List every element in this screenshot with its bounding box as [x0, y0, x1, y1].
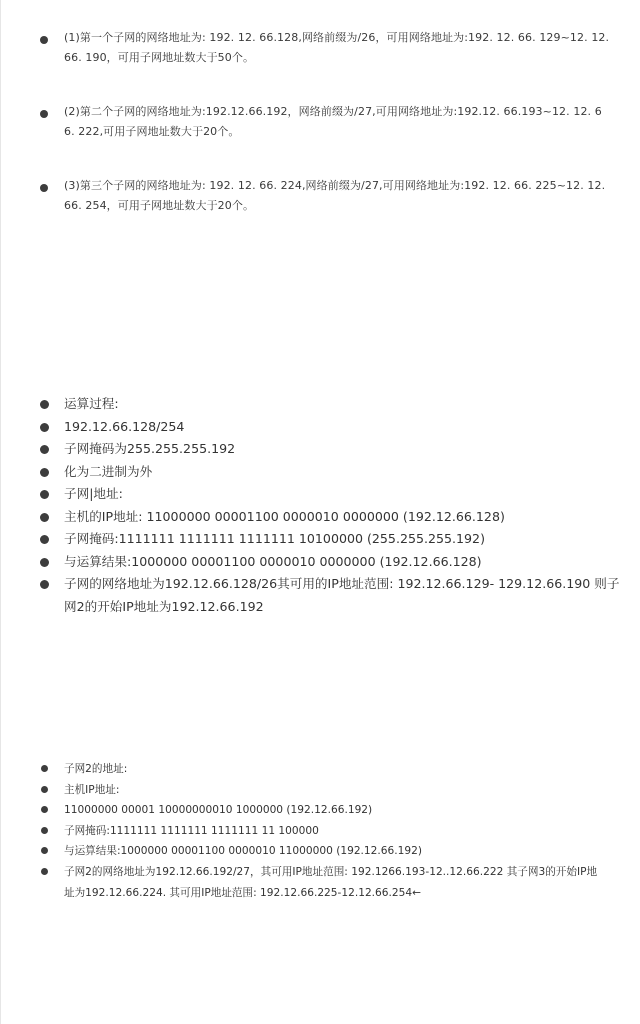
list-item	[0, 528, 640, 551]
bullet-dot	[40, 558, 49, 567]
bullet-dot	[40, 535, 49, 544]
list-item	[0, 841, 640, 862]
list-item-text: 子网掩码为255.255.255.192	[64, 441, 236, 456]
bullet-dot	[40, 36, 48, 44]
list-item-text: 主机IP地址:	[64, 783, 120, 796]
bullet-dot	[41, 765, 48, 772]
list-item-text: (1)第一个子网的网络地址为: 192. 12. 66.128,网络前缀为/26，可用网络地址为:192. 12. 66. 129~12. 12. 66. 190，可用子网地址数大于50个。	[64, 31, 610, 64]
bullet-dot	[40, 490, 49, 499]
list-item	[0, 393, 640, 416]
bullet-dot	[40, 400, 49, 409]
subnet-summary-list	[0, 28, 640, 246]
list-item-text: 主机的IP地址: 11000000 00001100 0000010 0000000 (192.12.66.128)	[64, 508, 505, 524]
bullet-dot	[41, 806, 48, 813]
list-item-text: 与运算结果:1000000 00001100 0000010 11000000 (192.12.66.192)	[64, 845, 422, 858]
list-item	[0, 438, 640, 461]
list-item	[0, 28, 640, 68]
list-item	[0, 800, 640, 821]
list-item	[0, 506, 640, 529]
list-item-text: 子网2的网络地址为192.12.66.192/27，其可用IP地址范围: 192.1266.193-12..12.66.222 其子网3的开始IP地址为192.12.66.224. 其可用IP地址范围: 192.12.66.225-12.12.66.254←	[64, 865, 598, 899]
list-item-text: 化为二进制为外	[64, 463, 153, 479]
bullet-dot	[41, 786, 48, 793]
bullet-dot	[41, 847, 48, 854]
bullet-dot	[40, 445, 49, 454]
list-item-text: 与运算结果:1000000 00001100 0000010 0000000 (192.12.66.128)	[64, 553, 482, 569]
subnet2-address-list	[0, 759, 640, 903]
list-item	[0, 416, 640, 439]
list-item	[0, 461, 640, 484]
bullet-dot	[40, 423, 49, 432]
bullet-dot	[40, 580, 49, 589]
list-item-text: 子网2的地址:	[64, 763, 128, 775]
bullet-dot	[40, 513, 49, 522]
list-item	[0, 759, 640, 780]
bullet-dot	[40, 184, 48, 192]
calculation-process-list	[0, 393, 640, 618]
list-item-text: 子网|地址:	[64, 486, 123, 501]
list-item	[0, 573, 640, 618]
list-item-text: (3)第三个子网的网络地址为: 192. 12. 66. 224,网络前缀为/27,可用网络地址为:192. 12. 66. 225~12. 12. 66. 254，可用子网地址数大于20个。	[64, 179, 606, 212]
bullet-dot	[41, 868, 48, 875]
list-item-text: 子网掩码:1111111 1111111 1111111 10100000 (255.255.255.192)	[64, 531, 485, 546]
list-item	[0, 176, 640, 216]
bullet-dot	[40, 468, 49, 477]
list-item	[0, 483, 640, 506]
list-item-text: 11000000 00001 10000000010 1000000 (192.12.66.192)	[64, 804, 373, 817]
list-item-text: 运算过程:	[64, 396, 119, 411]
list-item	[0, 862, 640, 903]
list-item	[0, 551, 640, 574]
bullet-dot	[40, 110, 48, 118]
list-item-text: (2)第二个子网的网络地址为:192.12.66.192，网络前缀为/27,可用网络地址为:192.12. 66.193~12. 12. 66. 222,可用子网地址数大于20个。	[64, 105, 602, 138]
list-item-text: 192.12.66.128/254	[64, 418, 185, 434]
list-item-text: 子网的网络地址为192.12.66.128/26其可用的IP地址范围: 192.12.66.129- 129.12.66.190 则子网2的开始IP地址为192.12.66.192	[64, 576, 620, 614]
bullet-dot	[41, 827, 48, 834]
list-item	[0, 102, 640, 142]
list-item	[0, 821, 640, 842]
list-item	[0, 780, 640, 801]
list-item-text: 子网掩码:1111111 1111111 1111111 11 100000	[64, 824, 319, 837]
